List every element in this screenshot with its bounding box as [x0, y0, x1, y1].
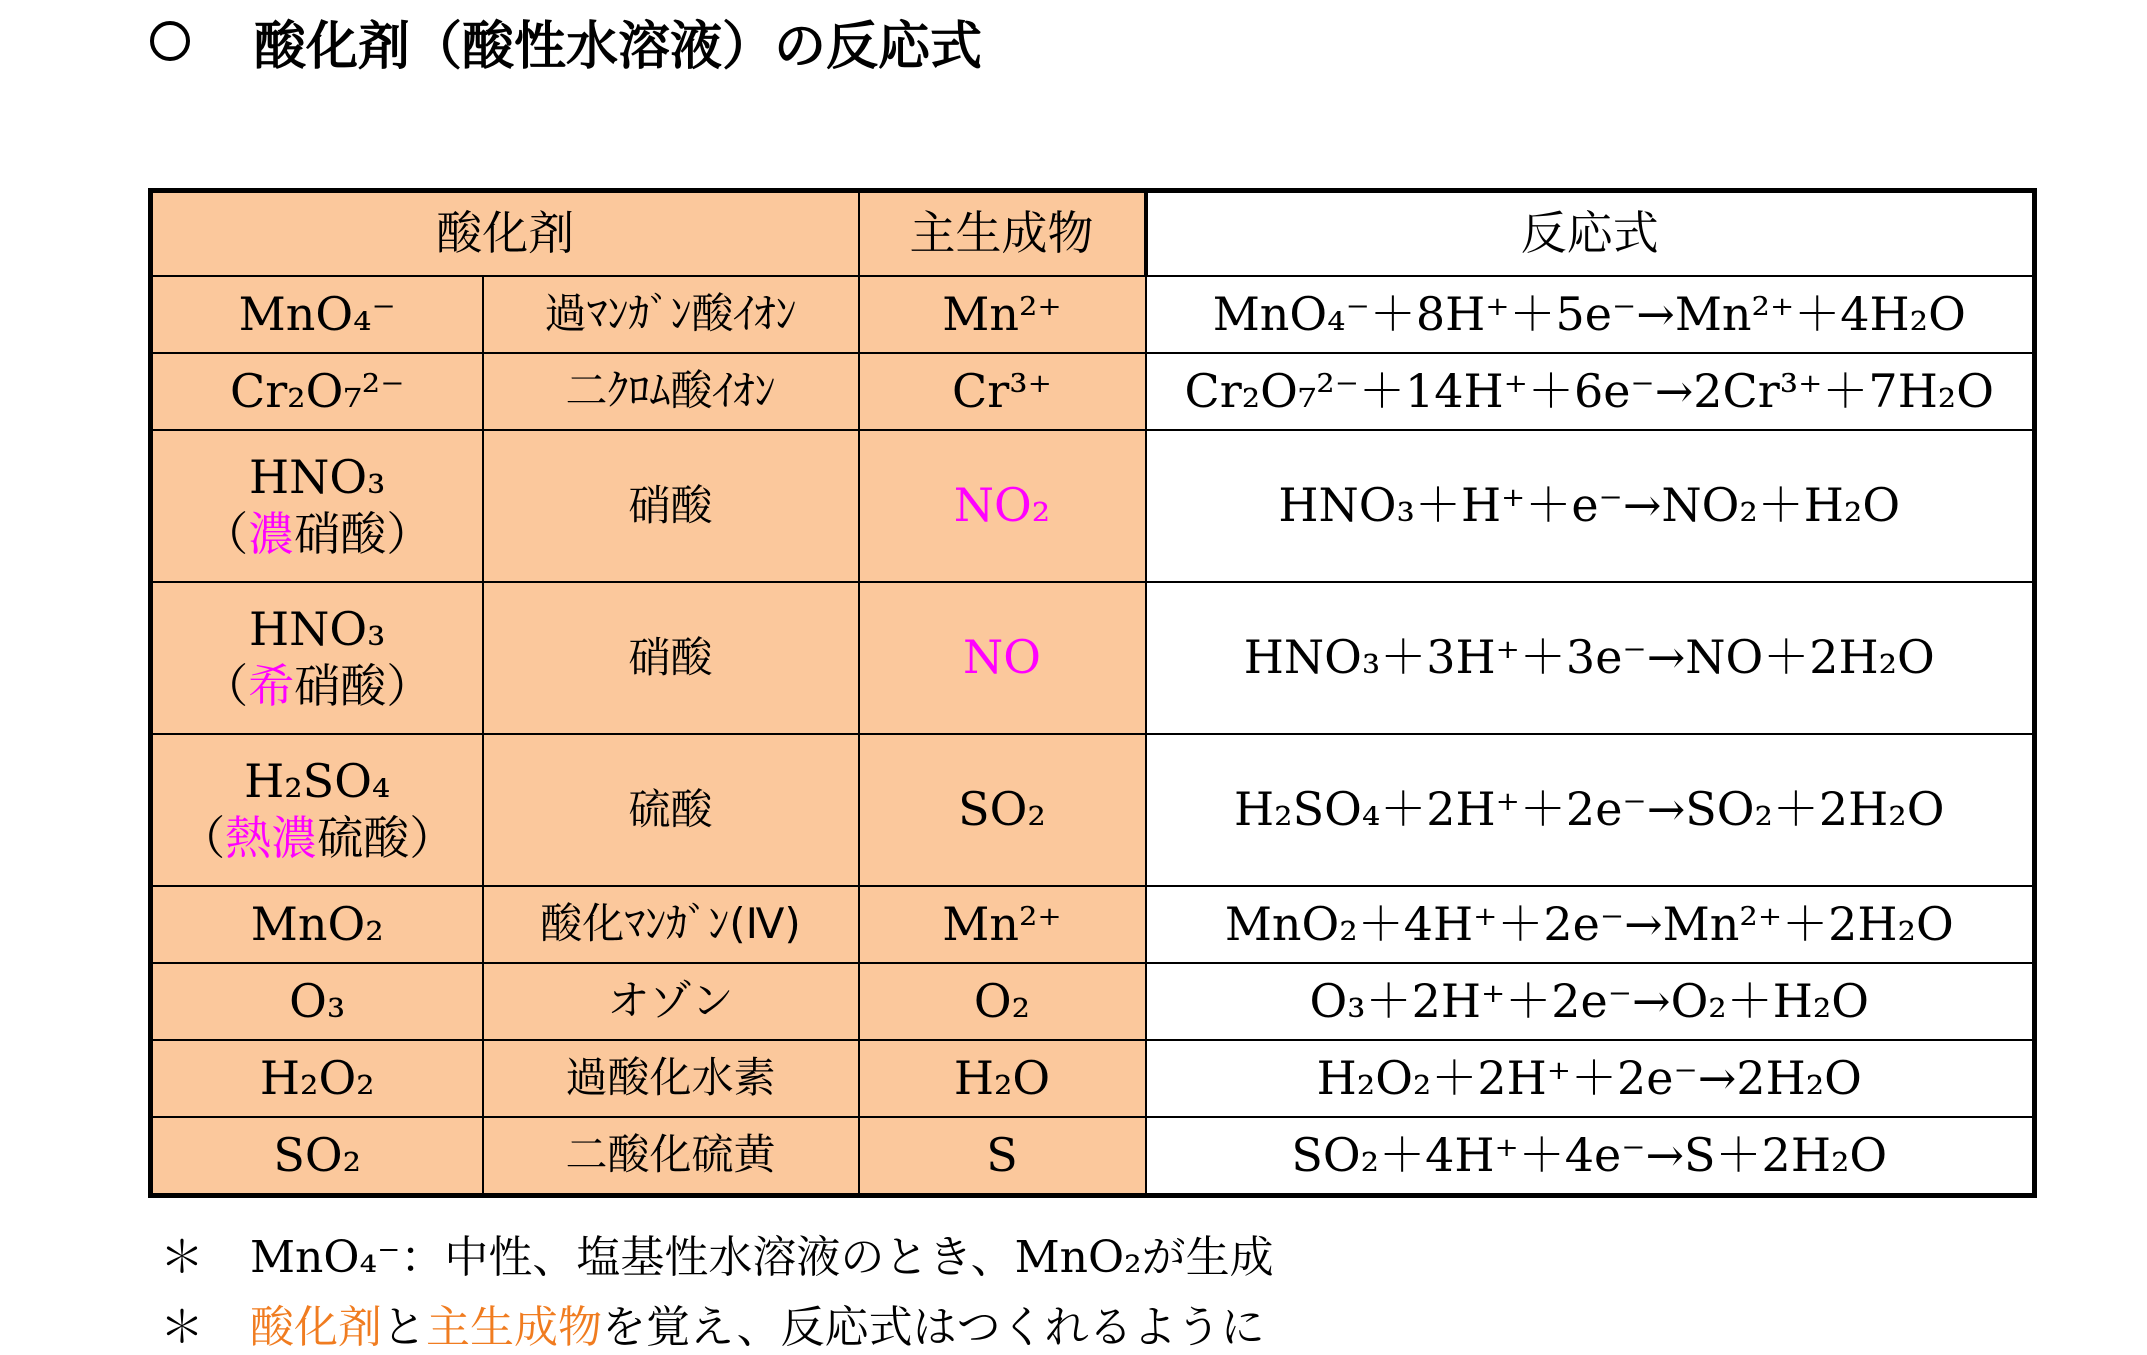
formula-note-rest: 硫酸） [317, 811, 456, 865]
formula-note-rest: 硝酸） [294, 507, 433, 561]
circle-mark-icon [150, 21, 190, 61]
product-cell: Mn²⁺ [859, 276, 1146, 353]
product-cell: Mn²⁺ [859, 886, 1146, 963]
name-cell: 硝酸 [483, 582, 859, 734]
formula-note [153, 810, 482, 868]
header-reaction: 反応式 [1146, 191, 2035, 277]
table-row [151, 430, 2035, 582]
reaction-cell: SO₂＋4H⁺＋4e⁻→S＋2H₂O [1146, 1117, 2035, 1196]
page-title [150, 6, 982, 76]
formula-note [153, 658, 482, 716]
formula-note-open: （ [202, 507, 249, 561]
table-header-row [151, 191, 2035, 277]
formula-cell: H₂O₂ [151, 1040, 483, 1117]
formula-note-highlight: 希 [248, 659, 295, 713]
name-cell: 二ｸﾛﾑ酸ｲｵﾝ [483, 353, 859, 430]
formula-note-rest: 硝酸） [294, 659, 433, 713]
reaction-cell: HNO₃＋H⁺＋e⁻→NO₂＋H₂O [1146, 430, 2035, 582]
product-cell: H₂O [859, 1040, 1146, 1117]
note-2-mid: と [382, 1302, 426, 1353]
name-cell: 酸化ﾏﾝｶﾞﾝ(Ⅳ) [483, 886, 859, 963]
reaction-cell: H₂O₂＋2H⁺＋2e⁻→2H₂O [1146, 1040, 2035, 1117]
oxidizer-table [148, 188, 2037, 1198]
header-oxidizer: 酸化剤 [151, 191, 859, 277]
asterisk-icon: ＊ [160, 1232, 204, 1283]
table-row [151, 276, 2035, 353]
table-row [151, 1117, 2035, 1196]
formula-cell: O₃ [151, 963, 483, 1040]
table-row [151, 963, 2035, 1040]
name-cell: オゾン [483, 963, 859, 1040]
note-2-rest: を覚え、反応式はつくれるように [602, 1302, 1265, 1353]
name-cell: 過酸化水素 [483, 1040, 859, 1117]
formula-cell: Cr₂O₇²⁻ [151, 353, 483, 430]
product-cell: O₂ [859, 963, 1146, 1040]
formula-cell [151, 430, 483, 582]
name-cell: 硝酸 [483, 430, 859, 582]
header-product: 主生成物 [859, 191, 1146, 277]
note-2-highlight-oxidizer: 酸化剤 [250, 1302, 382, 1353]
formula-note [153, 506, 482, 564]
name-cell: 過ﾏﾝｶﾞﾝ酸ｲｵﾝ [483, 276, 859, 353]
product-cell: S [859, 1117, 1146, 1196]
reaction-cell: MnO₄⁻＋8H⁺＋5e⁻→Mn²⁺＋4H₂O [1146, 276, 2035, 353]
note-2-highlight-product: 主生成物 [426, 1302, 602, 1353]
table-row [151, 886, 2035, 963]
reaction-cell: O₃＋2H⁺＋2e⁻→O₂＋H₂O [1146, 963, 2035, 1040]
note-2 [160, 1293, 1265, 1353]
product-cell: SO₂ [859, 734, 1146, 886]
formula-cell: MnO₂ [151, 886, 483, 963]
formula-text: HNO₃ [248, 601, 386, 656]
formula-text: H₂SO₄ [244, 753, 391, 808]
table-row [151, 734, 2035, 886]
formula-cell [151, 582, 483, 734]
reaction-cell: HNO₃＋3H⁺＋3e⁻→NO＋2H₂O [1146, 582, 2035, 734]
asterisk-icon: ＊ [160, 1302, 204, 1353]
product-cell: NO₂ [859, 430, 1146, 582]
formula-note-highlight: 濃 [248, 507, 295, 561]
formula-note-open: （ [202, 659, 249, 713]
table-row [151, 582, 2035, 734]
product-cell: NO [859, 582, 1146, 734]
formula-cell: MnO₄⁻ [151, 276, 483, 353]
name-cell: 二酸化硫黄 [483, 1117, 859, 1196]
formula-note-highlight: 熱濃 [225, 811, 318, 865]
reaction-cell: MnO₂＋4H⁺＋2e⁻→Mn²⁺＋2H₂O [1146, 886, 2035, 963]
note-1-text: MnO₄⁻：中性、塩基性水溶液のとき、MnO₂が生成 [250, 1232, 1274, 1283]
formula-cell: SO₂ [151, 1117, 483, 1196]
product-cell: Cr³⁺ [859, 353, 1146, 430]
note-1 [160, 1223, 1274, 1283]
table-row [151, 353, 2035, 430]
reaction-cell: Cr₂O₇²⁻＋14H⁺＋6e⁻→2Cr³⁺＋7H₂O [1146, 353, 2035, 430]
formula-text: HNO₃ [248, 449, 386, 504]
formula-cell [151, 734, 483, 886]
page-title-text: 酸化剤（酸性水溶液）の反応式 [254, 16, 983, 77]
formula-note-open: （ [179, 811, 226, 865]
table-row [151, 1040, 2035, 1117]
reaction-cell: H₂SO₄＋2H⁺＋2e⁻→SO₂＋2H₂O [1146, 734, 2035, 886]
name-cell: 硫酸 [483, 734, 859, 886]
